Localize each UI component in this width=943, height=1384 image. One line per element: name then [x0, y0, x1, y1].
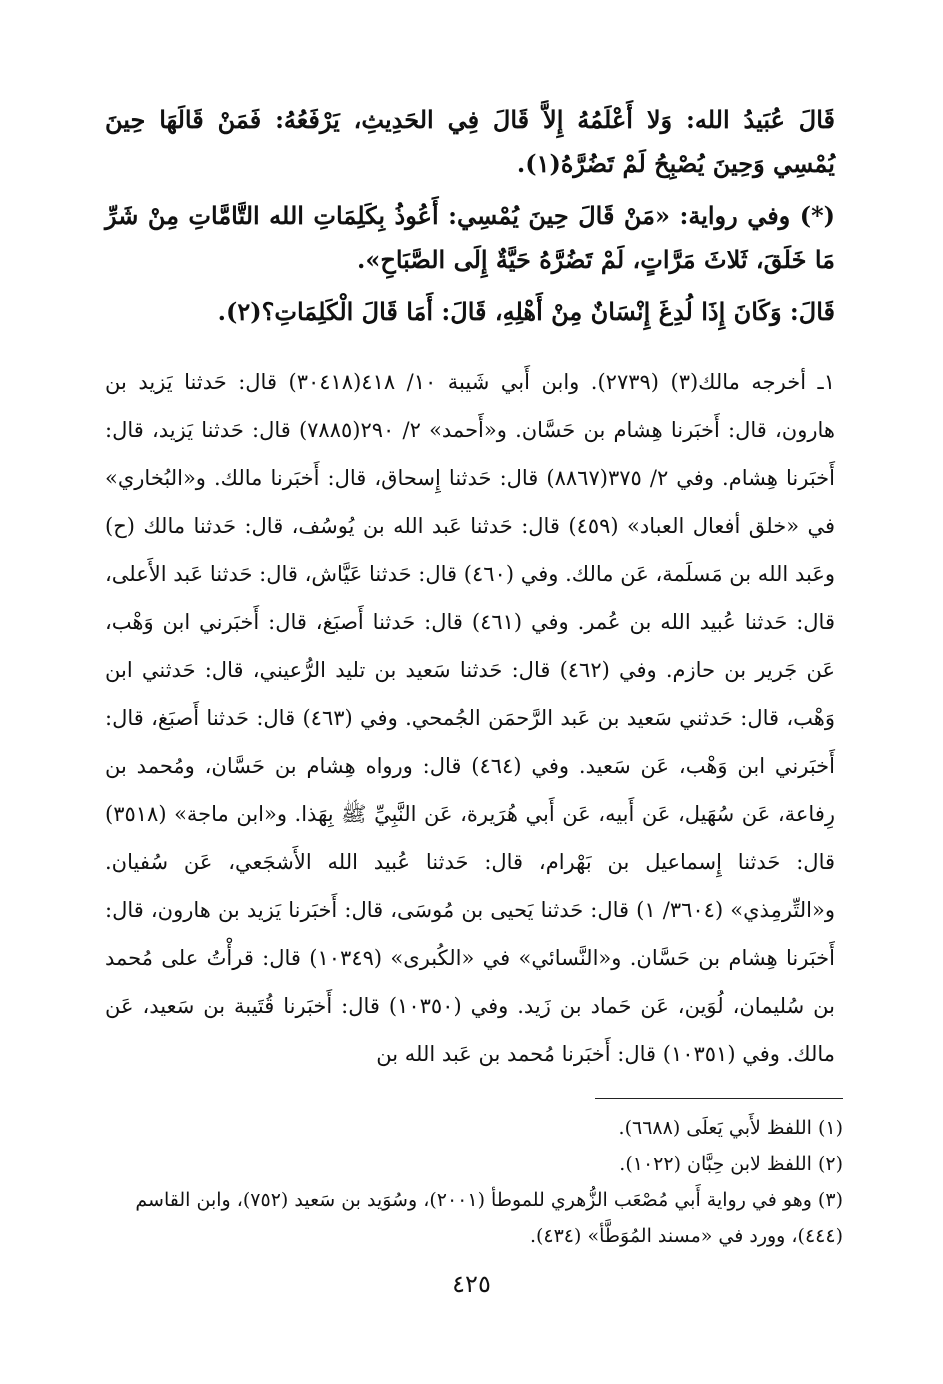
- footnote-separator: [595, 1098, 843, 1099]
- footnote-2: (٢) اللفظ لابن حِبَّان (١٠٢٢).: [619, 1153, 843, 1175]
- takhrij-paragraph: ١ـ أخرجه مالك(٣) (٢٧٣٩). وابن أَبي شَيبة ١٠/ ٤١٨(٣٠٤١٨) قال: حَدثنا يَزيد بن هارون، قال: أَخبَرنا هِشام بن حَسَّان. و«أَحمد» ٢/ ٢٩٠(٧٨٨٥) قال: حَدثنا يَزيد، قال: أَخبَرنا هِشام. وفي ٢/ ٣٧٥(٨٨٦٧) قال: حَدثنا إِسحاق، قال: أَخبَرنا مالك. و«البُخاري» في «خلق أفعال العباد» (٤٥٩) قال: حَدثنا عَبد الله بن يُوسُف، قال: حَدثنا مالك (ح) وعَبد الله بن مَسلَمة، عَن مالك. وفي (٤٦٠) قال: حَدثنا عَيَّاش، قال: حَدثنا عَبد الأَعلى، قال: حَدثنا عُبيد الله بن عُمر. وفي (٤٦١) قال: حَدثنا أَصبَغ، قال: أَخبَرني ابن وَهْب، عَن جَرير بن حازم. وفي (٤٦٢) قال: حَدثنا سَعيد بن تليد الرُّعيني، قال: حَدثني ابن وَهْب، قال: حَدثني سَعيد بن عَبد الرَّحمَن الجُمحي. وفي (٤٦٣) قال: حَدثنا أَصبَغ، قال: أَخبَرني ابن وَهْب، عَن سَعيد. وفي (٤٦٤) قال: ورواه هِشام بن حَسَّان، ومُحمد بن رِفاعة، عَن سُهَيل، عَن أَبيه، عَن أَبي هُرَيرة، عَن النَّبِيِّ ﷺ بِهَذا. و«ابن ماجة» (٣٥١٨) قال: حَدثنا إِسماعيل بن بَهْرام، قال: حَدثنا عُبيد الله الأَشجَعي، عَن سُفيان. و«التِّرمِذي» (٣٦٠٤/ ١) قال: حَدثنا يَحيى بن مُوسَى، قال: أَخبَرنا يَزيد بن هارون، قال: أَخبَرنا هِشام بن حَسَّان. و«النَّسائي» في «الكُبرى» (١٠٣٤٩) قال: قرأْتُ على مُحمد بن سُليمان، لُوَين، عَن حَماد بن زَيد. وفي (١٠٣٥٠) قال: أَخبَرنا قُتَيبة بن سَعيد، عَن مالك. وفي (١٠٣٥١) قال: أَخبَرنا مُحمد بن عَبد الله بن: [105, 370, 835, 1066]
- page-number: ٤٢٥: [452, 1270, 491, 1298]
- hadith-paragraph: قَالَ: وَكَانَ إِذَا لُدِغَ إِنْسَانٌ مِنْ أَهْلِهِ، قَالَ: أَمَا قَالَ الْكَلِمَاتِ؟(٢).: [217, 297, 835, 326]
- hadith-paragraph: قَالَ عُبَيدُ الله: وَلا أَعْلَمُهُ إِلاَّ قَالَ فِي الحَدِيثِ، يَرْفَعُهُ: فَمَنْ قَالَهَا حِينَ يُمْسِي وَحِينَ يُصْبِحُ لَمْ تَضُرَّهُ(١).: [105, 105, 835, 178]
- footnotes: [103, 1110, 843, 1254]
- hadith-text: [105, 98, 835, 342]
- takhrij-section: [105, 358, 835, 1078]
- hadith-variant-paragraph: (*) وفي رواية: «مَنْ قَالَ حِينَ يُمْسِي: أَعُوذُ بِكَلِمَاتِ الله التَّامَّاتِ مِنْ شَرِّ مَا خَلَقَ، ثَلاثَ مَرَّاتٍ، لَمْ تَضُرَّهُ حَيَّةٌ إِلَى الصَّبَاحِ».: [105, 201, 835, 274]
- footnote-3: (٣) وهو في رواية أَبي مُصْعَب الزُّهري للموطأ (٢٠٠١)، وسُوَيد بن سَعيد (٧٥٢)، وابن القاسم (٤٤٤)، وورد في «مسند المُوَطَّأ» (٤٣٤).: [135, 1189, 843, 1247]
- footnote-1: (١) اللفظ لأَبي يَعلَى (٦٦٨٨).: [618, 1117, 843, 1139]
